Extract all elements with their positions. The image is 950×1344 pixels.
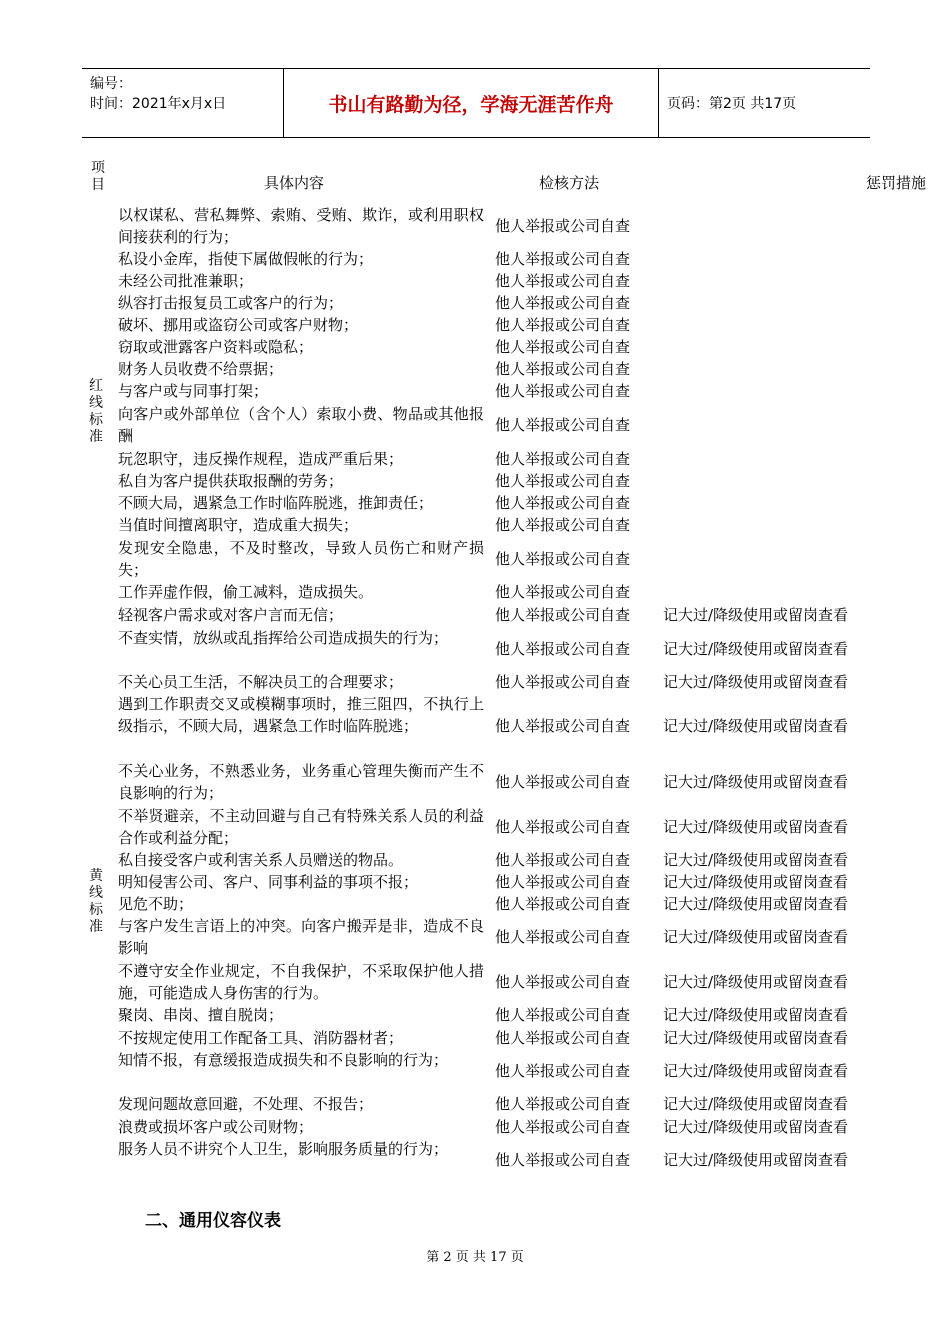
- row-method: 他人举报或公司自查: [495, 928, 631, 946]
- row-penalty: 记大过/降级使用或留岗查看: [663, 1062, 849, 1080]
- table-row: [0, 336, 950, 358]
- time-label: 时间：2021年x月x日: [90, 96, 227, 112]
- table-row: [0, 1049, 950, 1093]
- row-penalty: 记大过/降级使用或留岗查看: [663, 717, 849, 735]
- table-row: [0, 760, 950, 804]
- col-header-content: 具体内容: [264, 174, 325, 192]
- row-content: 不顾大局，遇紧急工作时临阵脱逃，推卸责任；: [118, 494, 434, 512]
- table-row: [0, 693, 950, 759]
- header-meta: [82, 69, 284, 137]
- row-content: 浪费或损坏客户或公司财物；: [118, 1118, 314, 1136]
- row-method: 他人举报或公司自查: [495, 717, 631, 735]
- table-row: [0, 537, 950, 581]
- row-method: 他人举报或公司自查: [495, 1006, 631, 1024]
- row-method: 他人举报或公司自查: [495, 673, 631, 691]
- table-row: [0, 581, 950, 603]
- row-content: 窃取或泄露客户资料或隐私；: [118, 338, 314, 356]
- table-row: [0, 849, 950, 871]
- header-motto: 书山有路勤为径，学海无涯苦作舟: [284, 69, 659, 137]
- section-title: 二、通用仪容仪表: [145, 1211, 281, 1231]
- page-header: [82, 68, 870, 138]
- row-penalty: 记大过/降级使用或留岗查看: [663, 1118, 849, 1136]
- row-penalty: 记大过/降级使用或留岗查看: [663, 773, 849, 791]
- table-row: [0, 1027, 950, 1049]
- row-method: 他人举报或公司自查: [495, 773, 631, 791]
- table-row: [0, 893, 950, 915]
- table-row: [0, 871, 950, 893]
- row-method: 他人举报或公司自查: [495, 606, 631, 624]
- table-row: [0, 380, 950, 402]
- row-penalty: 记大过/降级使用或留岗查看: [663, 895, 849, 913]
- row-content: 工作弄虚作假，偷工减料，造成损失。: [118, 583, 374, 601]
- table-row: [0, 1004, 950, 1026]
- row-method: 他人举报或公司自查: [495, 895, 631, 913]
- row-content: 私设小金库，指使下属做假帐的行为；: [118, 250, 374, 268]
- row-method: 他人举报或公司自查: [495, 272, 631, 290]
- row-content: 发现问题故意回避，不处理、不报告；: [118, 1095, 374, 1113]
- row-penalty: 记大过/降级使用或留岗查看: [663, 1095, 849, 1113]
- row-penalty: 记大过/降级使用或留岗查看: [663, 673, 849, 691]
- row-penalty: 记大过/降级使用或留岗查看: [663, 1006, 849, 1024]
- row-content: 以权谋私、营私舞弊、索贿、受贿、欺诈，或利用职权间接获利的行为；: [118, 206, 484, 246]
- row-method: 他人举报或公司自查: [495, 1118, 631, 1136]
- row-method: 他人举报或公司自查: [495, 851, 631, 869]
- table-row: [0, 604, 950, 626]
- table-row: [0, 270, 950, 292]
- row-content: 明知侵害公司、客户、同事利益的事项不报；: [118, 873, 419, 891]
- row-method: 他人举报或公司自查: [495, 360, 631, 378]
- row-penalty: 记大过/降级使用或留岗查看: [663, 873, 849, 891]
- group-label-red: 红线标准: [89, 378, 103, 445]
- row-penalty: 记大过/降级使用或留岗查看: [663, 851, 849, 869]
- row-content: 私自为客户提供获取报酬的劳务；: [118, 472, 344, 490]
- row-method: 他人举报或公司自查: [495, 1095, 631, 1113]
- row-method: 他人举报或公司自查: [495, 217, 631, 235]
- table-row: [0, 805, 950, 849]
- row-penalty: 记大过/降级使用或留岗查看: [663, 1029, 849, 1047]
- table-row: [0, 403, 950, 447]
- table-row: [0, 671, 950, 693]
- row-method: 他人举报或公司自查: [495, 1151, 631, 1169]
- table-row: [0, 1093, 950, 1115]
- row-method: 他人举报或公司自查: [495, 250, 631, 268]
- row-penalty: 记大过/降级使用或留岗查看: [663, 640, 849, 658]
- row-content: 知情不报，有意缓报造成损失和不良影响的行为；: [118, 1051, 449, 1069]
- row-content: 聚岗、串岗、擅自脱岗；: [118, 1006, 284, 1024]
- row-method: 他人举报或公司自查: [495, 550, 631, 568]
- number-label: 编号：: [90, 76, 132, 92]
- row-content: 私自接受客户或利害关系人员赠送的物品。: [118, 851, 404, 869]
- row-content: 玩忽职守，违反操作规程，造成严重后果；: [118, 450, 404, 468]
- row-method: 他人举报或公司自查: [495, 973, 631, 991]
- row-content: 与客户发生言语上的冲突。向客户搬弄是非，造成不良影响: [118, 917, 484, 957]
- row-method: 他人举报或公司自查: [495, 583, 631, 601]
- row-penalty: 记大过/降级使用或留岗查看: [663, 818, 849, 836]
- row-content: 见危不助；: [118, 895, 194, 913]
- row-method: 他人举报或公司自查: [495, 1062, 631, 1080]
- row-content: 纵容打击报复员工或客户的行为；: [118, 294, 344, 312]
- row-content: 不按规定使用工作配备工具、消防器材者；: [118, 1029, 404, 1047]
- table-row: [0, 915, 950, 959]
- row-content: 财务人员收费不给票据；: [118, 360, 284, 378]
- row-content: 未经公司批准兼职；: [118, 272, 254, 290]
- row-method: 他人举报或公司自查: [495, 873, 631, 891]
- col-header-method: 检核方法: [539, 174, 600, 192]
- row-method: 他人举报或公司自查: [495, 472, 631, 490]
- table-row: [0, 448, 950, 470]
- table-row: [0, 470, 950, 492]
- col-header-penalty: 惩罚措施: [866, 174, 927, 192]
- col-header-item: 项目: [91, 160, 105, 193]
- header-page-number: 页码：第2页 共17页: [667, 96, 797, 112]
- row-method: 他人举报或公司自查: [495, 516, 631, 534]
- row-content: 向客户或外部单位（含个人）索取小费、物品或其他报酬: [118, 405, 484, 445]
- page-footer: 第 2 页 共 17 页: [426, 1250, 524, 1265]
- table-row: [0, 358, 950, 380]
- row-method: 他人举报或公司自查: [495, 294, 631, 312]
- table-row: [0, 292, 950, 314]
- row-penalty: 记大过/降级使用或留岗查看: [663, 1151, 849, 1169]
- row-method: 他人举报或公司自查: [495, 338, 631, 356]
- row-method: 他人举报或公司自查: [495, 450, 631, 468]
- row-content: 轻视客户需求或对客户言而无信；: [118, 606, 344, 624]
- table-row: [0, 204, 950, 248]
- table-row: [0, 248, 950, 270]
- row-penalty: 记大过/降级使用或留岗查看: [663, 606, 849, 624]
- row-penalty: 记大过/降级使用或留岗查看: [663, 928, 849, 946]
- row-method: 他人举报或公司自查: [495, 382, 631, 400]
- row-content: 遇到工作职责交叉或模糊事项时，推三阻四，不执行上级指示，不顾大局，遇紧急工作时临阵脱逃；: [118, 695, 484, 735]
- row-method: 他人举报或公司自查: [495, 818, 631, 836]
- row-method: 他人举报或公司自查: [495, 640, 631, 658]
- table-row: [0, 314, 950, 336]
- row-content: 与客户或与同事打架；: [118, 382, 269, 400]
- row-method: 他人举报或公司自查: [495, 316, 631, 334]
- row-penalty: 记大过/降级使用或留岗查看: [663, 973, 849, 991]
- row-content: 不遵守安全作业规定，不自我保护，不采取保护他人措施，可能造成人身伤害的行为。: [118, 962, 484, 1002]
- table-row: [0, 627, 950, 671]
- table-row: [0, 514, 950, 536]
- group-label-yellow: 黄线标准: [89, 868, 103, 935]
- row-content: 发现安全隐患，不及时整改，导致人员伤亡和财产损失；: [118, 539, 484, 579]
- row-content: 不关心业务，不熟悉业务，业务重心管理失衡而产生不良影响的行为；: [118, 762, 484, 802]
- table-row: [0, 1138, 950, 1182]
- table-row: [0, 492, 950, 514]
- row-method: 他人举报或公司自查: [495, 416, 631, 434]
- table-row: [0, 1116, 950, 1138]
- row-content: 不查实情，放纵或乱指挥给公司造成损失的行为；: [118, 629, 449, 647]
- row-content: 当值时间擅离职守，造成重大损失；: [118, 516, 359, 534]
- row-content: 破坏、挪用或盗窃公司或客户财物；: [118, 316, 359, 334]
- row-method: 他人举报或公司自查: [495, 1029, 631, 1047]
- row-method: 他人举报或公司自查: [495, 494, 631, 512]
- row-content: 不关心员工生活，不解决员工的合理要求；: [118, 673, 404, 691]
- row-content: 不举贤避亲，不主动回避与自己有特殊关系人员的利益合作或利益分配；: [118, 807, 484, 847]
- row-content: 服务人员不讲究个人卫生，影响服务质量的行为；: [118, 1140, 449, 1158]
- table-row: [0, 960, 950, 1004]
